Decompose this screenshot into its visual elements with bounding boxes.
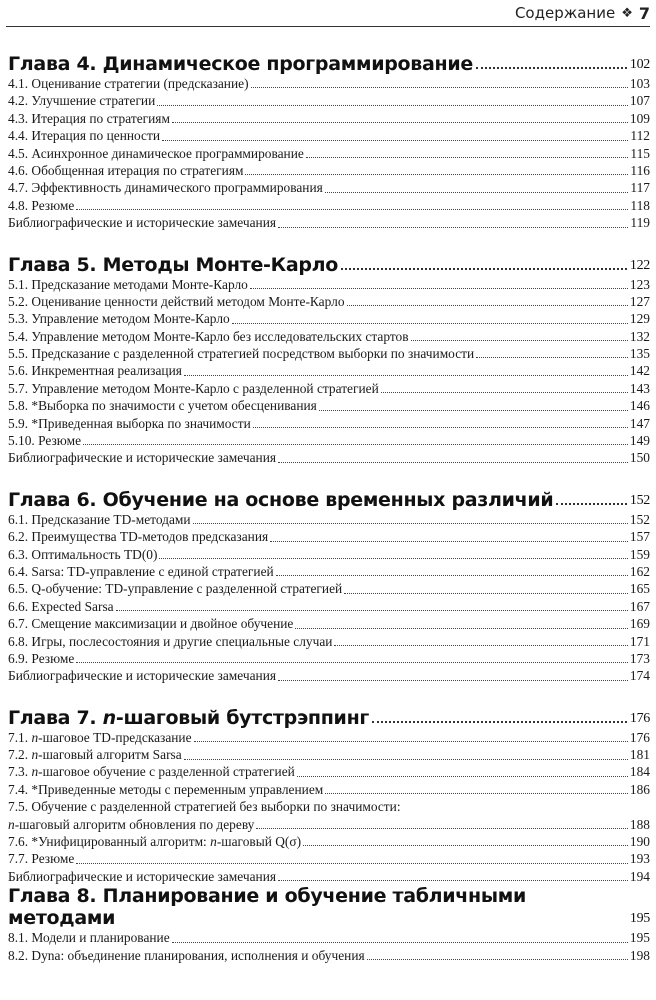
entry-text: 4.2. Улучшение стратегии xyxy=(8,93,156,109)
chapter-title-suffix: -шаговый бутстрэппинг xyxy=(115,706,370,729)
toc-entry[interactable] xyxy=(8,276,650,293)
entry-page: 146 xyxy=(629,398,650,414)
toc-entry[interactable] xyxy=(8,580,650,597)
entry-page: 193 xyxy=(629,851,650,867)
toc-entry[interactable] xyxy=(8,729,650,746)
toc-entry[interactable] xyxy=(8,397,650,414)
entry-text: 6.8. Игры, послесостояния и другие специальные случаи xyxy=(8,633,333,649)
entry-text: Библиографические и исторические замечания xyxy=(8,668,277,684)
entry-suffix: -шаговый Q(σ) xyxy=(216,834,302,850)
entry-page: 171 xyxy=(629,633,650,649)
entry-page: 127 xyxy=(629,293,650,309)
entry-page: 159 xyxy=(629,546,650,562)
chapter-page: 152 xyxy=(629,492,650,508)
entry-italic: n xyxy=(210,834,217,850)
entry-text: 5.6. Инкрементная реализация xyxy=(8,363,182,379)
entry-text: 5.9. *Приведенная выборка по значимости xyxy=(8,415,251,431)
entry-prefix: 7.1. xyxy=(8,729,32,745)
entry-text xyxy=(8,746,182,763)
entry-page: 167 xyxy=(629,598,650,614)
entry-text xyxy=(8,816,254,833)
leader-dots xyxy=(184,375,628,376)
leader-dots xyxy=(476,67,627,69)
chapter-5 xyxy=(8,246,650,467)
entry-text: 6.4. Sarsa: TD-управление с единой стратегией xyxy=(8,563,274,579)
entry-text: 5.10. Резюме xyxy=(8,433,82,449)
chapter-title-row[interactable] xyxy=(8,885,650,930)
entry-page: 147 xyxy=(629,415,650,431)
entry-italic: n xyxy=(31,764,39,780)
leader-dots xyxy=(341,268,627,270)
entry-page: 190 xyxy=(629,834,650,850)
entry-page: 152 xyxy=(629,511,650,527)
entry-page: 115 xyxy=(630,145,650,161)
chapter-title xyxy=(8,707,369,729)
chapter-title-row[interactable] xyxy=(8,699,650,729)
toc-entry[interactable] xyxy=(8,947,650,964)
chapter-title-row[interactable] xyxy=(8,481,650,511)
chapter-page: 195 xyxy=(629,911,650,927)
leader-dots xyxy=(319,410,628,411)
entry-text: 6.7. Смещение максимизации и двойное обучение xyxy=(8,616,294,632)
entry-text: 6.1. Предсказание TD-методами xyxy=(8,511,191,527)
toc-entry[interactable] xyxy=(8,833,650,850)
leader-dots xyxy=(250,288,628,289)
entry-page: 195 xyxy=(629,930,650,946)
entry-page: 186 xyxy=(629,781,650,797)
entry-page: 129 xyxy=(629,311,650,327)
entry-text: Библиографические и исторические замечания xyxy=(8,450,277,466)
toc-entry[interactable] xyxy=(8,781,650,798)
entry-page: 142 xyxy=(629,363,650,379)
chapter-title: Глава 8. Планирование и обучение табличными методами xyxy=(8,885,527,930)
leader-dots xyxy=(344,593,628,594)
entry-page: 103 xyxy=(629,75,650,91)
chapter-title: Глава 4. Динамическое программирование xyxy=(8,53,473,75)
entry-text xyxy=(8,763,295,780)
entry-text: 6.2. Преимущества TD-методов предсказания xyxy=(8,529,269,545)
header-title: Содержание xyxy=(514,4,616,22)
leader-dots xyxy=(159,558,627,559)
entry-text: 4.8. Резюме xyxy=(8,197,75,213)
toc-entry-bibliography[interactable] xyxy=(8,868,650,885)
entry-text: 8.1. Модели и планирование xyxy=(8,930,170,946)
toc-entry[interactable] xyxy=(8,293,650,310)
leader-dots xyxy=(303,845,628,846)
toc-entry[interactable] xyxy=(8,816,650,833)
toc-entry[interactable] xyxy=(8,432,650,449)
toc-entry[interactable] xyxy=(8,145,650,162)
leader-dots xyxy=(172,942,628,943)
chapter-title-italic: n xyxy=(102,706,116,729)
entry-page: 143 xyxy=(629,380,650,396)
leader-dots xyxy=(367,959,628,960)
chapter-title-prefix: Глава 7. xyxy=(8,706,103,729)
entry-page: 112 xyxy=(630,128,650,144)
entry-text: 5.2. Оценивание ценности действий методом Монте-Карло xyxy=(8,293,345,309)
leader-dots xyxy=(476,357,628,358)
toc-entry[interactable] xyxy=(8,850,650,867)
entry-suffix: -шаговый алгоритм Sarsa xyxy=(38,747,182,763)
entry-text: 4.4. Итерация по ценности xyxy=(8,128,161,144)
entry-text: 5.3. Управление методом Монте-Карло xyxy=(8,311,230,327)
entry-page: 117 xyxy=(630,180,650,196)
entry-page: 135 xyxy=(629,346,650,362)
leader-dots xyxy=(172,122,628,123)
entry-page: 107 xyxy=(629,93,650,109)
toc-entry[interactable] xyxy=(8,127,650,144)
entry-italic: n xyxy=(8,816,15,832)
entry-prefix: 7.2. xyxy=(8,747,32,763)
toc-entry[interactable] xyxy=(8,615,650,632)
toc-entry[interactable] xyxy=(8,546,650,563)
entry-italic: n xyxy=(31,729,39,745)
chapter-7 xyxy=(8,699,650,886)
leader-dots xyxy=(325,793,628,794)
entry-text: 7.7. Резюме xyxy=(8,851,75,867)
leader-dots xyxy=(193,523,628,524)
header-separator-icon: ❖ xyxy=(621,5,633,21)
chapter-page: 122 xyxy=(629,257,650,273)
leader-dots xyxy=(245,174,628,175)
leader-dots xyxy=(278,462,628,463)
toc-entry[interactable] xyxy=(8,345,650,362)
entry-page: 157 xyxy=(629,529,650,545)
leader-dots xyxy=(278,680,628,681)
entry-page: 188 xyxy=(629,816,650,832)
entry-page: 109 xyxy=(629,110,650,126)
entry-text: 6.9. Резюме xyxy=(8,650,75,666)
entry-text: 4.6. Обобщенная итерация по стратегиям xyxy=(8,162,244,178)
toc-entry[interactable] xyxy=(8,362,650,379)
entry-page: 116 xyxy=(630,162,650,178)
entry-text: 5.7. Управление методом Монте-Карло с разделенной стратегией xyxy=(8,380,379,396)
chapter-4 xyxy=(8,45,650,232)
entry-text: 7.5. Обучение с разделенной стратегией без выборки по значимости: xyxy=(8,799,401,815)
leader-dots xyxy=(76,209,628,210)
entry-page: 150 xyxy=(629,450,650,466)
toc-entry[interactable] xyxy=(8,563,650,580)
entry-prefix: 7.6. *Унифицированный алгоритм: xyxy=(8,834,211,850)
leader-dots xyxy=(297,776,628,777)
entry-text: 7.4. *Приведенные методы с переменным управлением xyxy=(8,781,324,797)
entry-text: 5.5. Предсказание с разделенной стратегией посредством выборки по значимости xyxy=(8,346,475,362)
leader-dots xyxy=(232,323,628,324)
leader-dots xyxy=(278,227,628,228)
entry-text: Библиографические и исторические замечания xyxy=(8,868,277,884)
leader-dots xyxy=(295,628,628,629)
leader-dots xyxy=(372,721,627,723)
entry-italic: n xyxy=(31,747,39,763)
toc-entry[interactable] xyxy=(8,764,650,781)
toc-entry[interactable] xyxy=(8,75,650,92)
leader-dots xyxy=(278,880,628,881)
entry-text: 4.1. Оценивание стратегии (предсказание) xyxy=(8,75,249,91)
entry-page: 194 xyxy=(629,868,650,884)
toc-entry[interactable] xyxy=(8,598,650,615)
leader-dots xyxy=(411,340,628,341)
toc-entry[interactable] xyxy=(8,328,650,345)
entry-text: 4.3. Итерация по стратегиям xyxy=(8,110,170,126)
entry-page: 169 xyxy=(629,616,650,632)
entry-text: 5.1. Предсказание методами Монте-Карло xyxy=(8,276,248,292)
toc-entry[interactable] xyxy=(8,110,650,127)
toc-entry[interactable] xyxy=(8,511,650,528)
entry-text xyxy=(8,833,301,850)
toc xyxy=(0,45,656,964)
entry-page: 198 xyxy=(629,947,650,963)
toc-entry[interactable] xyxy=(8,197,650,214)
chapter-6 xyxy=(8,481,650,685)
entry-page: 176 xyxy=(629,729,650,745)
leader-dots xyxy=(194,741,628,742)
leader-dots xyxy=(76,662,628,663)
entry-page: 174 xyxy=(629,668,650,684)
toc-entry[interactable] xyxy=(8,162,650,179)
entry-text: 4.7. Эффективность динамического программирования xyxy=(8,180,323,196)
leader-dots xyxy=(157,105,628,106)
toc-entry[interactable] xyxy=(8,380,650,397)
toc-entry[interactable] xyxy=(8,528,650,545)
chapter-title: Глава 5. Методы Монте-Карло xyxy=(8,253,339,276)
leader-dots xyxy=(306,157,629,158)
leader-dots xyxy=(276,575,628,576)
toc-entry[interactable] xyxy=(8,650,650,667)
leader-dots xyxy=(256,828,628,829)
entry-page: 162 xyxy=(629,563,650,579)
leader-dots xyxy=(251,87,628,88)
toc-entry-first-line[interactable] xyxy=(8,798,650,815)
entry-text: 6.3. Оптимальность TD(0) xyxy=(8,546,158,562)
leader-dots xyxy=(184,759,628,760)
entry-text xyxy=(8,729,192,746)
leader-dots xyxy=(83,444,628,445)
leader-dots xyxy=(381,392,628,393)
entry-page: 173 xyxy=(629,650,650,666)
toc-entry[interactable] xyxy=(8,746,650,763)
running-header xyxy=(6,0,650,27)
entry-page: 118 xyxy=(630,197,650,213)
leader-dots xyxy=(116,610,628,611)
leader-dots xyxy=(162,140,628,141)
header-page-number: 7 xyxy=(638,3,650,23)
entry-text: 5.8. *Выборка по значимости с учетом обесценивания xyxy=(8,398,317,414)
toc-entry[interactable] xyxy=(8,415,650,432)
entry-suffix: -шаговый алгоритм обновления по дереву xyxy=(14,816,255,832)
toc-entry-bibliography[interactable] xyxy=(8,667,650,684)
leader-dots xyxy=(347,305,628,306)
chapter-page: 176 xyxy=(629,710,650,726)
entry-suffix: -шаговое обучение с разделенной стратегией xyxy=(38,764,295,780)
entry-page: 132 xyxy=(629,328,650,344)
entry-text: 8.2. Dyna: объединение планирования, исполнения и обучения xyxy=(8,947,365,963)
toc-entry[interactable] xyxy=(8,92,650,109)
toc-entry[interactable] xyxy=(8,633,650,650)
entry-prefix: 7.3. xyxy=(8,764,32,780)
entry-text: 4.5. Асинхронное динамическое программирование xyxy=(8,145,304,161)
chapter-page: 102 xyxy=(629,57,650,72)
entry-page: 119 xyxy=(630,215,650,231)
toc-entry-bibliography[interactable] xyxy=(8,449,650,466)
entry-page: 149 xyxy=(629,433,650,449)
toc-entry[interactable] xyxy=(8,179,650,196)
entry-suffix: -шаговое TD-предсказание xyxy=(38,729,192,745)
entry-page: 165 xyxy=(629,581,650,597)
chapter-title-row[interactable] xyxy=(8,45,650,75)
entry-text: 5.4. Управление методом Монте-Карло без исследовательских стартов xyxy=(8,328,409,344)
chapter-title: Глава 6. Обучение на основе временных различий xyxy=(8,488,554,511)
entry-page: 181 xyxy=(629,747,650,763)
entry-page: 184 xyxy=(629,764,650,780)
toc-entry[interactable] xyxy=(8,310,650,327)
leader-dots xyxy=(325,192,629,193)
entry-page: 123 xyxy=(629,276,650,292)
chapter-title-row[interactable] xyxy=(8,246,650,276)
leader-dots xyxy=(334,645,627,646)
leader-dots xyxy=(270,541,628,542)
entry-text: 6.6. Expected Sarsa xyxy=(8,598,114,614)
entry-text: Библиографические и исторические замечания xyxy=(8,215,277,231)
toc-entry-bibliography[interactable] xyxy=(8,214,650,231)
chapter-8 xyxy=(8,885,650,964)
toc-entry[interactable] xyxy=(8,929,650,946)
leader-dots xyxy=(76,863,628,864)
entry-text: 6.5. Q-обучение: TD-управление с разделенной стратегией xyxy=(8,581,343,597)
leader-dots xyxy=(556,503,626,505)
leader-dots xyxy=(253,427,628,428)
